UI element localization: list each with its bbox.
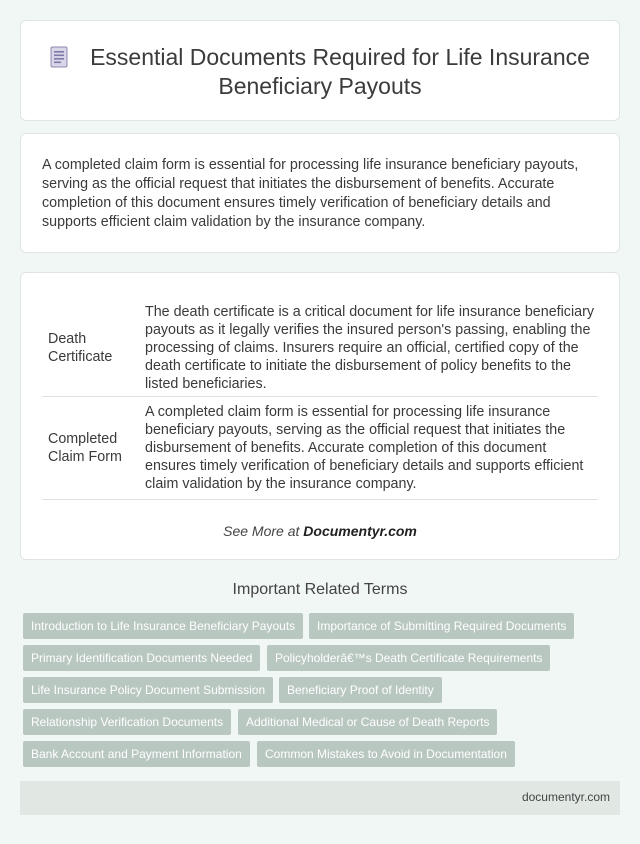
table-row xyxy=(42,299,598,397)
see-more-site: Documentyr.com xyxy=(303,523,417,539)
related-tag[interactable]: Common Mistakes to Avoid in Documentation xyxy=(257,741,515,767)
row-label: Death Certificate xyxy=(48,330,113,365)
row-description: The death certificate is a critical document for life insurance beneficiary payouts as it legally verifies the insured person's passing, enabling the processing of claims. Insurers require an official, certified copy of the death certificate to initiate the disbursement of policy benefits to the listed beneficiaries. xyxy=(145,303,594,392)
related-terms-heading: Important Related Terms xyxy=(232,581,408,598)
see-more-link[interactable] xyxy=(21,523,619,539)
related-tag[interactable]: Life Insurance Policy Document Submission xyxy=(23,677,273,703)
related-tag[interactable]: Introduction to Life Insurance Beneficiary Payouts xyxy=(23,613,303,639)
see-more-prefix: See More at xyxy=(223,523,304,539)
related-tag[interactable]: Relationship Verification Documents xyxy=(23,709,231,735)
related-tag[interactable]: Primary Identification Documents Needed xyxy=(23,645,260,671)
page-title-text: Essential Documents Required for Life Insurance Beneficiary Payouts xyxy=(90,44,590,99)
footer-bar xyxy=(20,781,620,815)
related-tag[interactable]: Policyholderâ€™s Death Certificate Requirements xyxy=(267,645,550,671)
intro-card xyxy=(20,133,620,253)
intro-paragraph: A completed claim form is essential for processing life insurance beneficiary payouts, serving as the official request that initiates the disbursement of benefits. Accurate completion of this document ensures timely verification of beneficiary details and supports efficient claim validation by the insurance company. xyxy=(42,157,579,230)
table-row xyxy=(42,397,598,500)
related-tag[interactable]: Additional Medical or Cause of Death Reports xyxy=(238,709,497,735)
related-tag[interactable]: Bank Account and Payment Information xyxy=(23,741,250,767)
row-label: Completed Claim Form xyxy=(48,431,122,465)
document-icon xyxy=(50,46,68,68)
related-tag[interactable]: Beneficiary Proof of Identity xyxy=(279,677,442,703)
documents-table-card xyxy=(20,272,620,560)
row-description: A completed claim form is essential for processing life insurance beneficiary payouts, serving as the official request that initiates the disbursement of benefits. Accurate completion of this document ensures timely verification of beneficiary details and supports efficient claim validation by the insurance company. xyxy=(145,404,584,492)
related-tag[interactable]: Importance of Submitting Required Documents xyxy=(309,613,574,639)
title-card xyxy=(20,20,620,121)
footer-site[interactable]: documentyr.com xyxy=(521,790,610,804)
page-title xyxy=(21,43,619,101)
